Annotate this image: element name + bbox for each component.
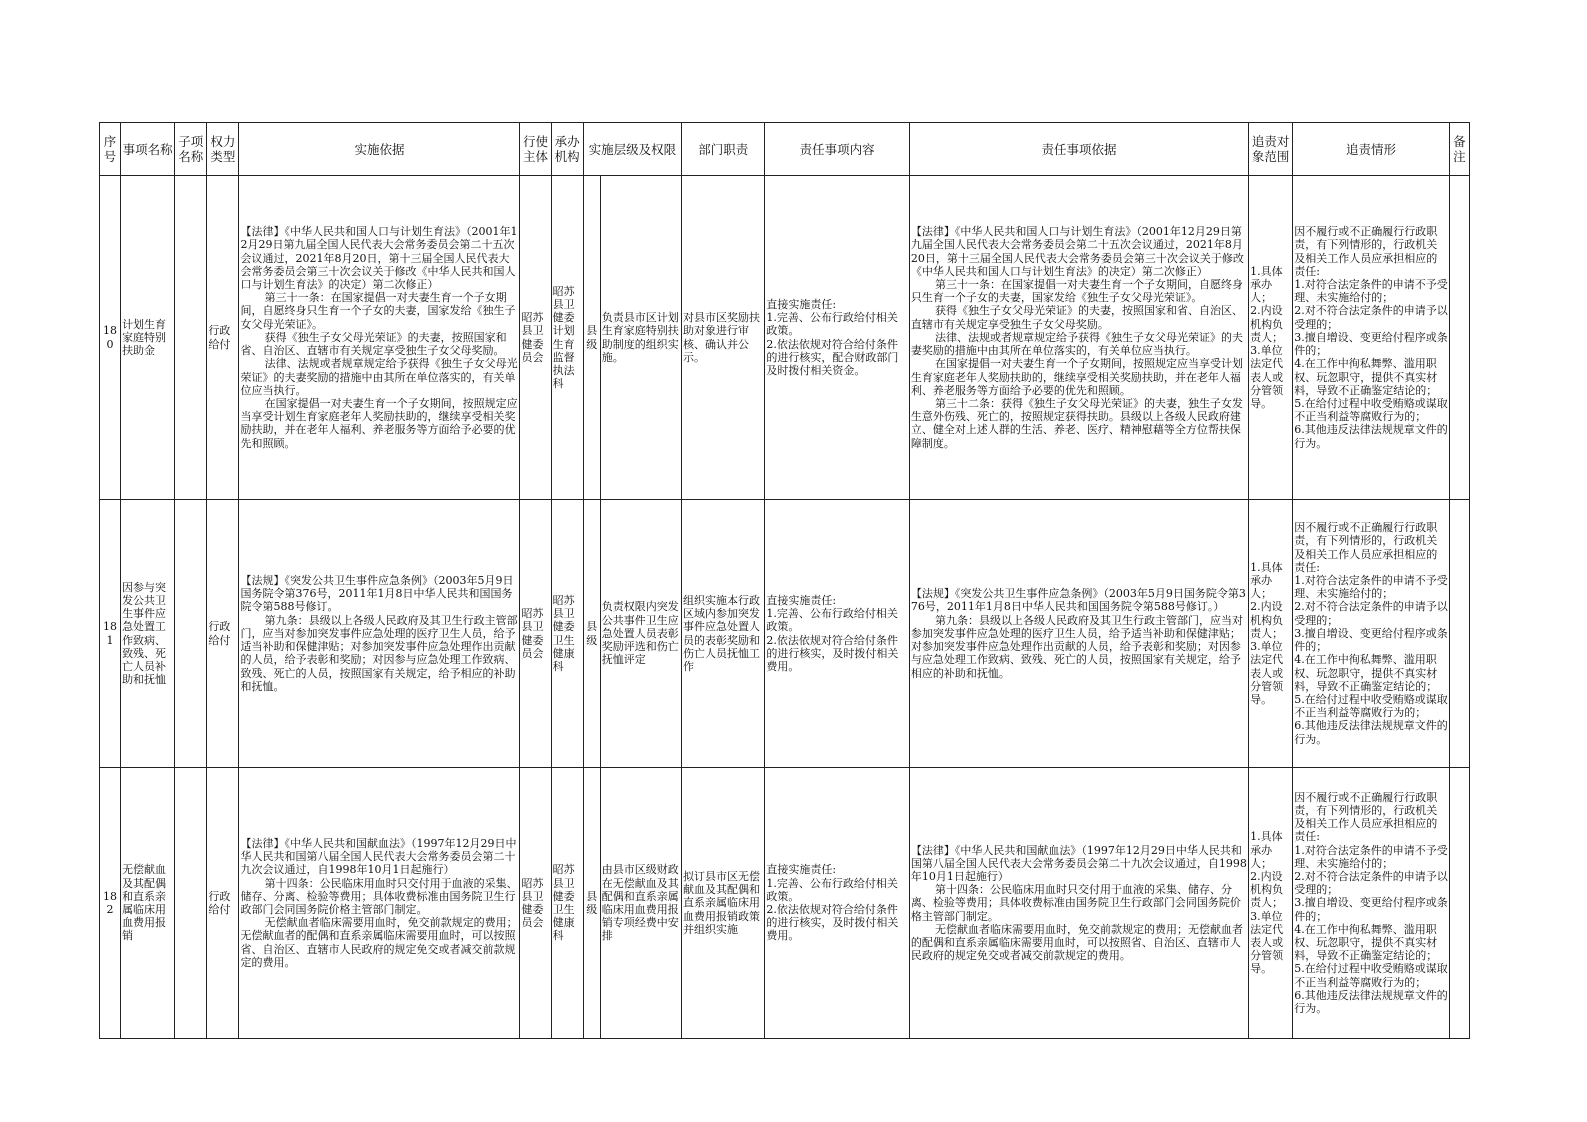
header-type: 权力类型 xyxy=(207,123,239,176)
paragraph: 3.擅自增设、变更给付程序或条件的； xyxy=(1294,626,1448,654)
paragraph: 2.依法依规对符合给付条件的进行核实，配合财政部门及时拨付相关资金。 xyxy=(766,337,899,377)
header-sub: 子项名称 xyxy=(175,123,207,176)
paragraph: 2.依法依规对符合给付条件的进行核实，及时拨付相关费用。 xyxy=(766,633,899,673)
paragraph: 1.具体承办人； xyxy=(1250,264,1283,305)
responsibility-table xyxy=(99,122,1470,1016)
resp-cell: 组织实施本行政区域内参加突发事件应急处置人员的表彰奖励和伤亡人员抚恤工作 xyxy=(682,500,765,768)
header-level: 实施层级及权限 xyxy=(583,123,681,176)
paragraph: 1.对符合法定条件的申请不予受理、未实施给付的； xyxy=(1294,278,1448,305)
subject-cell: 昭苏县卫健委员会 xyxy=(520,768,551,1039)
org-cell: 昭苏县卫健委卫生健康科 xyxy=(551,768,583,1039)
item-name-cell: 因参与突发公共卫生事件应急处置工作致病、致残、死亡人员补助和抚恤 xyxy=(121,500,175,768)
scope-cell xyxy=(1249,176,1293,500)
paragraph: 2.内设机构负责人； xyxy=(1250,869,1284,910)
basis-cell xyxy=(239,176,520,500)
paragraph: 1.对符合法定条件的申请不予受理、未实施给付的； xyxy=(1294,574,1448,601)
paragraph: 6.其他违反法律法规规章文件的行为。 xyxy=(1294,719,1448,746)
resp-basis-cell xyxy=(909,768,1248,1039)
paragraph: 1.对符合法定条件的申请不予受理、未实施给付的； xyxy=(1294,843,1448,870)
subject-cell: 昭苏县卫健委员会 xyxy=(520,500,551,768)
scope-cell xyxy=(1249,500,1293,768)
header-respbasis: 责任事项依据 xyxy=(909,123,1248,176)
paragraph: 第十四条：公民临床用血时只交付用于血液的采集、储存、分离、检验等费用；具体收费标准由国务院卫生行政部门会同国务院价格主管部门制定。 xyxy=(910,883,1241,923)
paragraph: 因不履行或不正确履行行政职责，有下列情形的，行政机关及相关工作人员应承担相应的责任: xyxy=(1294,790,1438,844)
situation-cell xyxy=(1293,176,1450,500)
paragraph: 获得《独生子女父母光荣证》的夫妻，按照国家和省、自治区、直辖市有关规定享受独生子女父母奖励。 xyxy=(240,330,507,358)
item-name-cell: 计划生育家庭特别扶助金 xyxy=(121,176,175,500)
resp-cell: 对县市区奖励扶助对象进行审核、确认并公示。 xyxy=(682,176,765,500)
paragraph: 在国家提倡一对夫妻生育一个子女期间，按照规定应当享受计划生育家庭老年人奖励扶助的，继续享受相关奖励扶助，并在老年人福利、养老服务等方面给予必要的优先和照顾。 xyxy=(910,357,1244,397)
resp-content-cell xyxy=(765,768,910,1039)
paragraph: 第三十一条：在国家提倡一对夫妻生育一个子女期间，自愿终身只生育一个子女的夫妻，国家发给《独生子女父母光荣证》。 xyxy=(240,291,516,331)
header-scope: 追责对象范围 xyxy=(1249,123,1293,176)
paragraph: 3.擅自增设、变更给付程序或条件的； xyxy=(1294,330,1448,358)
paragraph: 1.完善、公布行政给付相关政策。 xyxy=(766,607,898,634)
paragraph: 因不履行或不正确履行行政职责，有下列情形的，行政机关及相关工作人员应承担相应的责任: xyxy=(1294,521,1438,574)
paragraph: 4.在工作中徇私舞弊、滥用职权、玩忽职守，提供不真实材料，导致不正确鉴定结论的； xyxy=(1294,922,1438,963)
paragraph: 3.单位法定代表人或分管领导。 xyxy=(1250,640,1284,706)
seq-cell: 180 xyxy=(100,176,121,500)
paragraph: 1.完善、公布行政给付相关政策。 xyxy=(766,876,898,903)
item-name-cell: 无偿献血及其配偶和直系亲属临床用血费用报销 xyxy=(121,768,175,1039)
duty-cell: 负责权限内突发公共事件卫生应急处置人员表彰奖励评选和伤亡抚恤评定 xyxy=(600,500,681,768)
paragraph: 2.内设机构负责人； xyxy=(1250,600,1284,640)
paragraph: 【法律】《中华人民共和国献血法》（1997年12月29日中华人民共和国第八届全国人民代表大会常务委员会第二十九次会议通过，自1998年10月1日起施行） xyxy=(910,843,1247,883)
paragraph: 5.在给付过程中收受贿赂或谋取不正当利益等腐败行为的； xyxy=(1294,396,1448,424)
paragraph: 1.具体承办人； xyxy=(1250,560,1283,601)
header-seq: 序号 xyxy=(100,123,121,176)
table-row xyxy=(100,768,1470,1039)
paragraph: 法律、法规或者规章规定给予获得《独生子女父母光荣证》的夫妻奖励的措施中由其所在单位落实的，有关单位应当执行。 xyxy=(910,330,1244,358)
sub-item-cell xyxy=(175,768,207,1039)
resp-content-cell xyxy=(765,176,910,500)
paragraph: 第九条：县级以上各级人民政府及其卫生行政主管部门，应当对参加突发事件应急处理的医疗卫生人员，给予适当补助和保健津贴；对参加突发事件应急处理作出贡献的人员，给予表彰和奖励；对因参与应急处理工作致病、致残、死亡的人员，按照国家有关规定，给予相应的补助和抚恤。 xyxy=(910,613,1244,680)
header-basis: 实施依据 xyxy=(239,123,520,176)
header-resp: 责任事项内容 xyxy=(765,123,910,176)
level-cell: 县级 xyxy=(583,176,600,500)
basis-cell xyxy=(239,768,520,1039)
sub-item-cell xyxy=(175,176,207,500)
header-subject: 行使主体 xyxy=(520,123,551,176)
paragraph: 第三十二条：获得《独生子女父母光荣证》的夫妻，独生子女发生意外伤残、死亡的，按照规定获得扶助。县级以上各级人民政府建立、健全对上述人群的生活、养老、医疗、精神慰藉等全方位帮扶保障制度。 xyxy=(910,396,1244,450)
paragraph: 无偿献血者临床需要用血时，免交前款规定的费用；无偿献血者的配偶和直系亲属临床需要用血时，可以按照省、自治区、直辖市人民政府的规定免交或者减交前款规定的费用。 xyxy=(240,916,518,969)
header-item: 事项名称 xyxy=(121,123,175,176)
resp-content-cell xyxy=(765,500,910,768)
paragraph: 6.其他违反法律法规规章文件的行为。 xyxy=(1294,423,1448,450)
paragraph: 直接实施责任: xyxy=(766,593,837,607)
paragraph: 3.擅自增设、变更给付程序或条件的； xyxy=(1294,896,1448,923)
paragraph: 3.单位法定代表人或分管领导。 xyxy=(1250,344,1284,410)
paragraph: 6.其他违反法律法规规章文件的行为。 xyxy=(1294,988,1448,1016)
resp-basis-cell xyxy=(909,500,1248,768)
paragraph: 在国家提倡一对夫妻生育一个子女期间，按照规定应当享受计划生育家庭老年人奖励扶助的，继续享受相关奖励扶助，并在老年人福利、养老服务等方面给予必要的优先和照顾。 xyxy=(240,396,518,450)
seq-cell: 182 xyxy=(100,768,121,1039)
seq-cell: 181 xyxy=(100,500,121,768)
paragraph: 【法规】《突发公共卫生事件应急条例》（2003年5月9日国务院令第376号，2011年1月8日中华人民共和国国务院令第588号修订。） xyxy=(910,587,1246,614)
level-cell: 县级 xyxy=(583,500,600,768)
header-org: 承办机构 xyxy=(551,123,583,176)
paragraph: 第十四条：公民临床用血时只交付用于血液的采集、储存、分离、检验等费用；具体收费标准由国务院卫生行政部门会同国务院价格主管部门制定。 xyxy=(240,876,518,916)
paragraph: 2.对不符合法定条件的申请予以受理的； xyxy=(1294,600,1448,627)
paragraph: 因不履行或不正确履行行政职责，有下列情形的，行政机关及相关工作人员应承担相应的责任: xyxy=(1294,225,1438,278)
paragraph: 【法律】《中华人民共和国人口与计划生育法》（2001年12月29日第九届全国人民代表大会常务委员会第二十五次会议通过，2021年8月20日，第十三届全国人民代表大会常务委员会第三十次会议关于修改《中华人民共和国人口与计划生育法》的决定）第二次修正） xyxy=(240,225,518,292)
header-situation: 追责情形 xyxy=(1293,123,1450,176)
duty-cell: 负责县市区计划生育家庭特别扶助制度的组织实施。 xyxy=(600,176,681,500)
org-cell: 昭苏县卫健委卫生健康科 xyxy=(551,500,583,768)
paragraph: 2.对不符合法定条件的申请予以受理的； xyxy=(1294,869,1448,897)
note-cell xyxy=(1449,500,1469,768)
note-cell xyxy=(1449,176,1469,500)
duty-cell: 由县市区级财政在无偿献血及其配偶和直系亲属临床用血费用报销专项经费中安排 xyxy=(600,768,681,1039)
power-list-table xyxy=(99,122,1470,1039)
paragraph: 5.在给付过程中收受贿赂或谋取不正当利益等腐败行为的； xyxy=(1294,692,1448,720)
paragraph: 获得《独生子女父母光荣证》的夫妻，按照国家和省、自治区、直辖市有关规定享受独生子女父母奖励。 xyxy=(910,304,1244,331)
paragraph: 2.依法依规对符合给付条件的进行核实，及时拨付相关费用。 xyxy=(766,903,899,943)
paragraph: 【法规】《突发公共卫生事件应急条例》（2003年5月9日国务院令第376号，2011年1月8日中华人民共和国国务院令第588号修订。 xyxy=(240,574,514,614)
level-cell: 县级 xyxy=(583,768,600,1039)
paragraph: 4.在工作中徇私舞弊、滥用职权、玩忽职守，提供不真实材料，导致不正确鉴定结论的； xyxy=(1294,653,1438,693)
power-type-cell: 行政给付 xyxy=(207,500,239,768)
table-row xyxy=(100,176,1470,500)
resp-cell: 拟订县市区无偿献血及其配偶和直系亲属临床用血费用报销政策并组织实施 xyxy=(682,768,765,1039)
paragraph: 4.在工作中徇私舞弊、滥用职权、玩忽职守，提供不真实材料，导致不正确鉴定结论的； xyxy=(1294,357,1438,397)
sub-item-cell xyxy=(175,500,207,768)
note-cell xyxy=(1449,768,1469,1039)
basis-cell xyxy=(239,500,520,768)
resp-basis-cell xyxy=(909,176,1248,500)
paragraph: 【法律】《中华人民共和国献血法》（1997年12月29日中华人民共和国第八届全国人民代表大会常务委员会第二十九次会议通过，自1998年10月1日起施行） xyxy=(240,836,517,877)
subject-cell: 昭苏县卫健委员会 xyxy=(520,176,551,500)
paragraph: 第九条：县级以上各级人民政府及其卫生行政主管部门，应当对参加突发事件应急处理的医疗卫生人员，给予适当补助和保健津贴；对参加突发事件应急处理作出贡献的人员，给予表彰和奖励；对因参与应急处理工作致病、致残、死亡的人员，按照国家有关规定，给予相应的补助和抚恤。 xyxy=(240,613,518,693)
situation-cell xyxy=(1293,500,1450,768)
paragraph: 无偿献血者临床需要用血时，免交前款规定的费用；无偿献血者的配偶和直系亲属临床需要用血时，可以按照省、自治区、直辖市人民政府的规定免交或者减交前款规定的费用。 xyxy=(910,922,1244,963)
paragraph: 5.在给付过程中收受贿赂或谋取不正当利益等腐败行为的； xyxy=(1294,962,1448,989)
power-type-cell: 行政给付 xyxy=(207,176,239,500)
paragraph: 1.具体承办人； xyxy=(1250,830,1283,870)
paragraph: 3.单位法定代表人或分管领导。 xyxy=(1250,909,1284,976)
org-cell: 昭苏县卫健委计划生育监督执法科 xyxy=(551,176,583,500)
paragraph: 【法律】《中华人民共和国人口与计划生育法》（2001年12月29日第九届全国人民代表大会常务委员会第二十五次会议通过，2021年8月20日，第十三届全国人民代表大会常务委员会第三十次会议关于修改《中华人民共和国人口与计划生育法》的决定）第二次修正） xyxy=(910,225,1244,278)
power-type-cell: 行政给付 xyxy=(207,768,239,1039)
paragraph: 2.内设机构负责人； xyxy=(1250,304,1284,344)
paragraph: 2.对不符合法定条件的申请予以受理的； xyxy=(1294,304,1448,331)
header-note: 备注 xyxy=(1449,123,1469,176)
scope-cell xyxy=(1249,768,1293,1039)
paragraph: 第三十一条：在国家提倡一对夫妻生育一个子女期间，自愿终身只生育一个子女的夫妻，国家发给《独生子女父母光荣证》。 xyxy=(910,278,1244,305)
paragraph: 直接实施责任: xyxy=(766,863,837,877)
paragraph: 法律、法规或者规章规定给予获得《独生子女父母光荣证》的夫妻奖励的措施中由其所在单位落实的，有关单位应当执行。 xyxy=(240,357,518,397)
situation-cell xyxy=(1293,768,1450,1039)
header-duty: 部门职责 xyxy=(682,123,765,176)
paragraph: 直接实施责任: xyxy=(766,297,837,311)
header-row xyxy=(100,123,1470,176)
paragraph: 1.完善、公布行政给付相关政策。 xyxy=(766,311,898,338)
table-row xyxy=(100,500,1470,768)
